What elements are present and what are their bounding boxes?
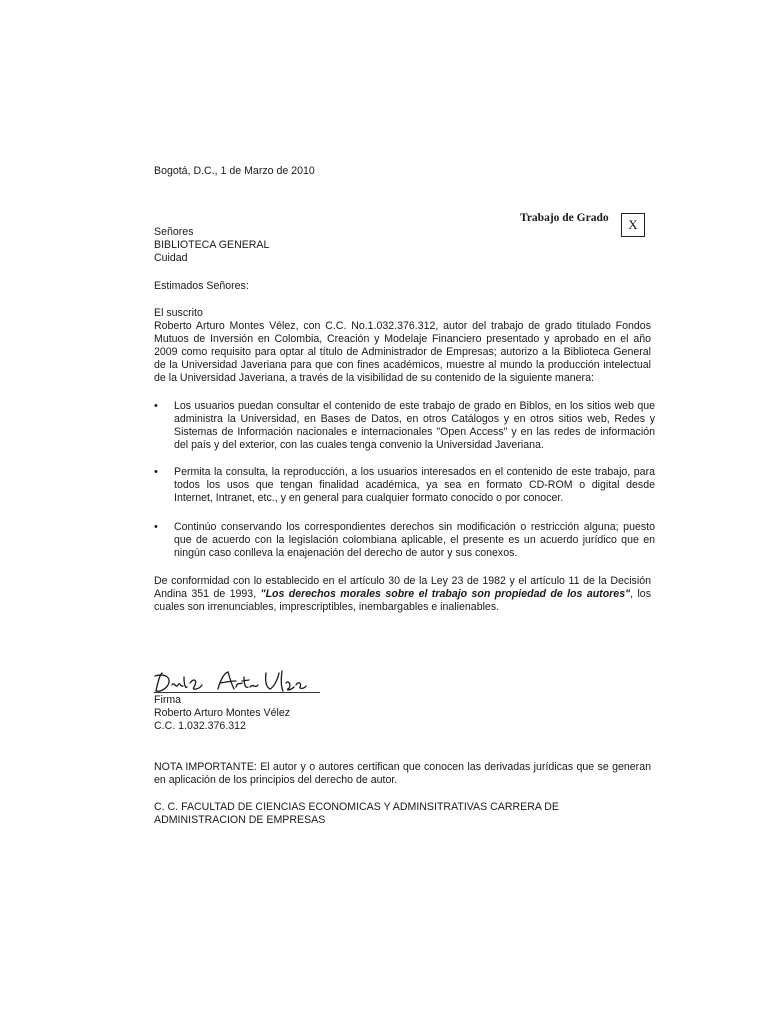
bullet-line: Continúo conservando los correspondientes derechos sin modificación o restricción alguna; puesto (174, 521, 655, 533)
cc-line: ADMINISTRACION DE EMPRESAS (154, 814, 326, 826)
bullet-icon: • (154, 400, 158, 412)
date-line: Bogotá, D.C., 1 de Marzo de 2010 (154, 165, 315, 177)
bullet-item (154, 400, 655, 452)
address-line: BIBLIOTECA GENERAL (154, 239, 270, 251)
trabajo-de-grado-checkbox: X (621, 213, 645, 237)
firma-name: Roberto Arturo Montes Vélez (154, 707, 291, 719)
carbon-copy (154, 801, 559, 827)
bullet-icon: • (154, 521, 158, 533)
greeting: Estimados Señores: (154, 280, 249, 292)
bullet-line: Sistemas de Información nacionales e internacionales "Open Access" y en las redes de información (174, 426, 655, 438)
closing-paragraph (154, 575, 651, 614)
cc-line: C. C. FACULTAD DE CIENCIAS ECONOMICAS Y ADMINSITRATIVAS CARRERA DE (154, 801, 559, 813)
body-line: Roberto Arturo Montes Vélez, con C.C. No.1.032.376.312, autor del trabajo de grado titulado Fondos (154, 320, 651, 332)
bullet-line: que de acuerdo con la legislación colombiana aplicable, el presente es un acuerdo jurídico que en (174, 534, 655, 546)
bullet-line: Permita la consulta, la reproducción, a los usuarios interesados en el contenido de este trabajo, para (174, 466, 655, 478)
bullet-line: Internet, Intranet, etc., y en general para cualquier formato conocido o por conocer. (174, 492, 564, 504)
body-line: de la Universidad Javeriana para que con fines académicos, muestre al mundo la producción intelectual (154, 359, 651, 371)
body-line: Mutuos de Inversión en Colombia, Creación y Modelaje Financiero presentado y aprobado en el año (154, 333, 651, 345)
bullet-item (154, 521, 655, 560)
recipient-address (154, 226, 269, 265)
body-paragraph (154, 307, 651, 385)
firma-label: Firma (154, 694, 182, 706)
note-line: NOTA IMPORTANTE: El autor y o autores certifican que conocen las derivadas jurídicas que se generan (154, 761, 651, 773)
closing-line: cuales son irrenunciables, imprescriptibles, inembargables e inalienables. (154, 601, 500, 613)
bullet-line: Los usuarios puedan consultar el contenido de este trabajo de grado en Biblos, en los sitios web que (174, 400, 655, 412)
bullet-line: ningún caso conlleva la enajenación del derecho de autor y sus conexos. (174, 547, 518, 559)
bullet-icon: • (154, 466, 158, 478)
signature-line (154, 692, 320, 693)
bullet-line: del país y del exterior, con las cuales tenga convenio la Universidad Javeriana. (174, 439, 544, 451)
trabajo-de-grado-label: Trabajo de Grado (520, 212, 609, 224)
bullet-item (154, 466, 655, 505)
moral-rights-quote: "Los derechos morales sobre el trabajo son propiedad de los autores" (260, 588, 631, 600)
body-line: 2009 como requisito para optar al título de Administrador de Empresas; autorizo a la Biblioteca General (154, 346, 651, 358)
closing-text: , los (630, 588, 651, 600)
address-line: Cuidad (154, 252, 188, 264)
important-note (154, 761, 651, 787)
firma-id: C.C. 1.032.376.312 (154, 720, 246, 732)
closing-text: Andina 351 de 1993, (154, 588, 261, 600)
closing-line: De conformidad con lo establecido en el artículo 30 de la Ley 23 de 1982 y el artículo 11 de la Decisión (154, 575, 651, 587)
bullet-line: todos los usos que tengan finalidad académica, ya sea en formato CD-ROM o digital desde (174, 479, 655, 491)
address-line: Señores (154, 226, 194, 238)
note-line: en aplicación de los principios del derecho de autor. (154, 774, 398, 786)
signature-block (154, 694, 290, 733)
body-line: de la Universidad Javeriana, a través de la visibilidad de su contenido de la siguiente manera: (154, 372, 594, 384)
body-intro: El suscrito (154, 307, 203, 319)
closing-line (154, 588, 651, 601)
bullet-line: administra la Universidad, en Bases de Datos, en otros Catálogos y en otros sitios web, Redes y (174, 413, 655, 425)
